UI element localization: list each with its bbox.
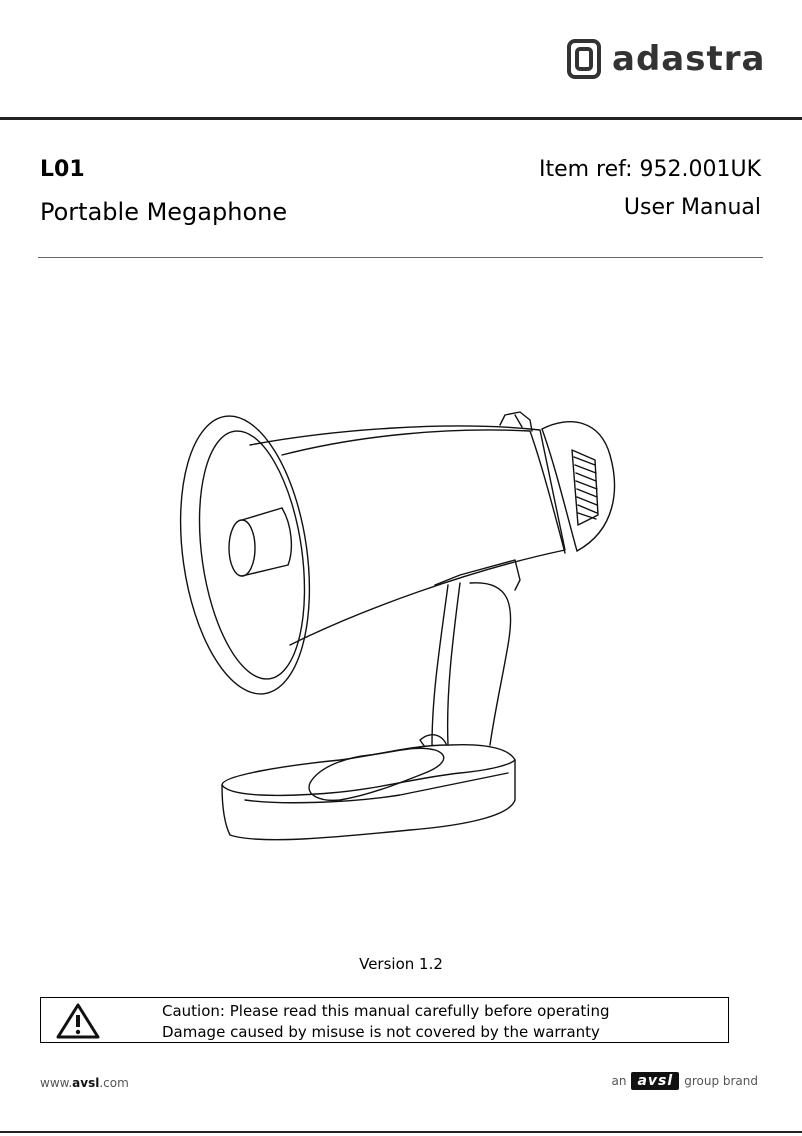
title-divider	[38, 257, 763, 258]
item-reference: Item ref: 952.001UK	[538, 157, 761, 182]
website-suffix: .com	[99, 1076, 129, 1090]
group-brand-note	[612, 1072, 758, 1090]
avsl-logo: avsl	[631, 1072, 679, 1090]
megaphone-illustration	[170, 405, 630, 855]
caution-text-line-1: Caution: Please read this manual carefully before operating	[162, 1002, 610, 1020]
logo-text: adastra	[612, 39, 766, 79]
website-domain: avsl	[72, 1076, 100, 1090]
footer-rule	[0, 1131, 802, 1133]
adastra-logo	[566, 38, 765, 80]
product-name: Portable Megaphone	[40, 198, 288, 226]
caution-box	[40, 997, 729, 1043]
brand-suffix: group brand	[684, 1074, 758, 1088]
document-type: User Manual	[623, 195, 761, 220]
caution-text-line-2: Damage caused by misuse is not covered by the warranty	[162, 1023, 600, 1041]
version-label: Version 1.2	[359, 955, 443, 973]
adastra-logo-icon	[566, 38, 602, 80]
warning-triangle-icon	[55, 1002, 101, 1040]
brand-prefix: an	[611, 1074, 627, 1088]
model-number: L01	[40, 157, 85, 182]
website-prefix: www.	[40, 1076, 73, 1090]
website-link[interactable]	[40, 1076, 129, 1090]
header-rule	[0, 117, 802, 120]
